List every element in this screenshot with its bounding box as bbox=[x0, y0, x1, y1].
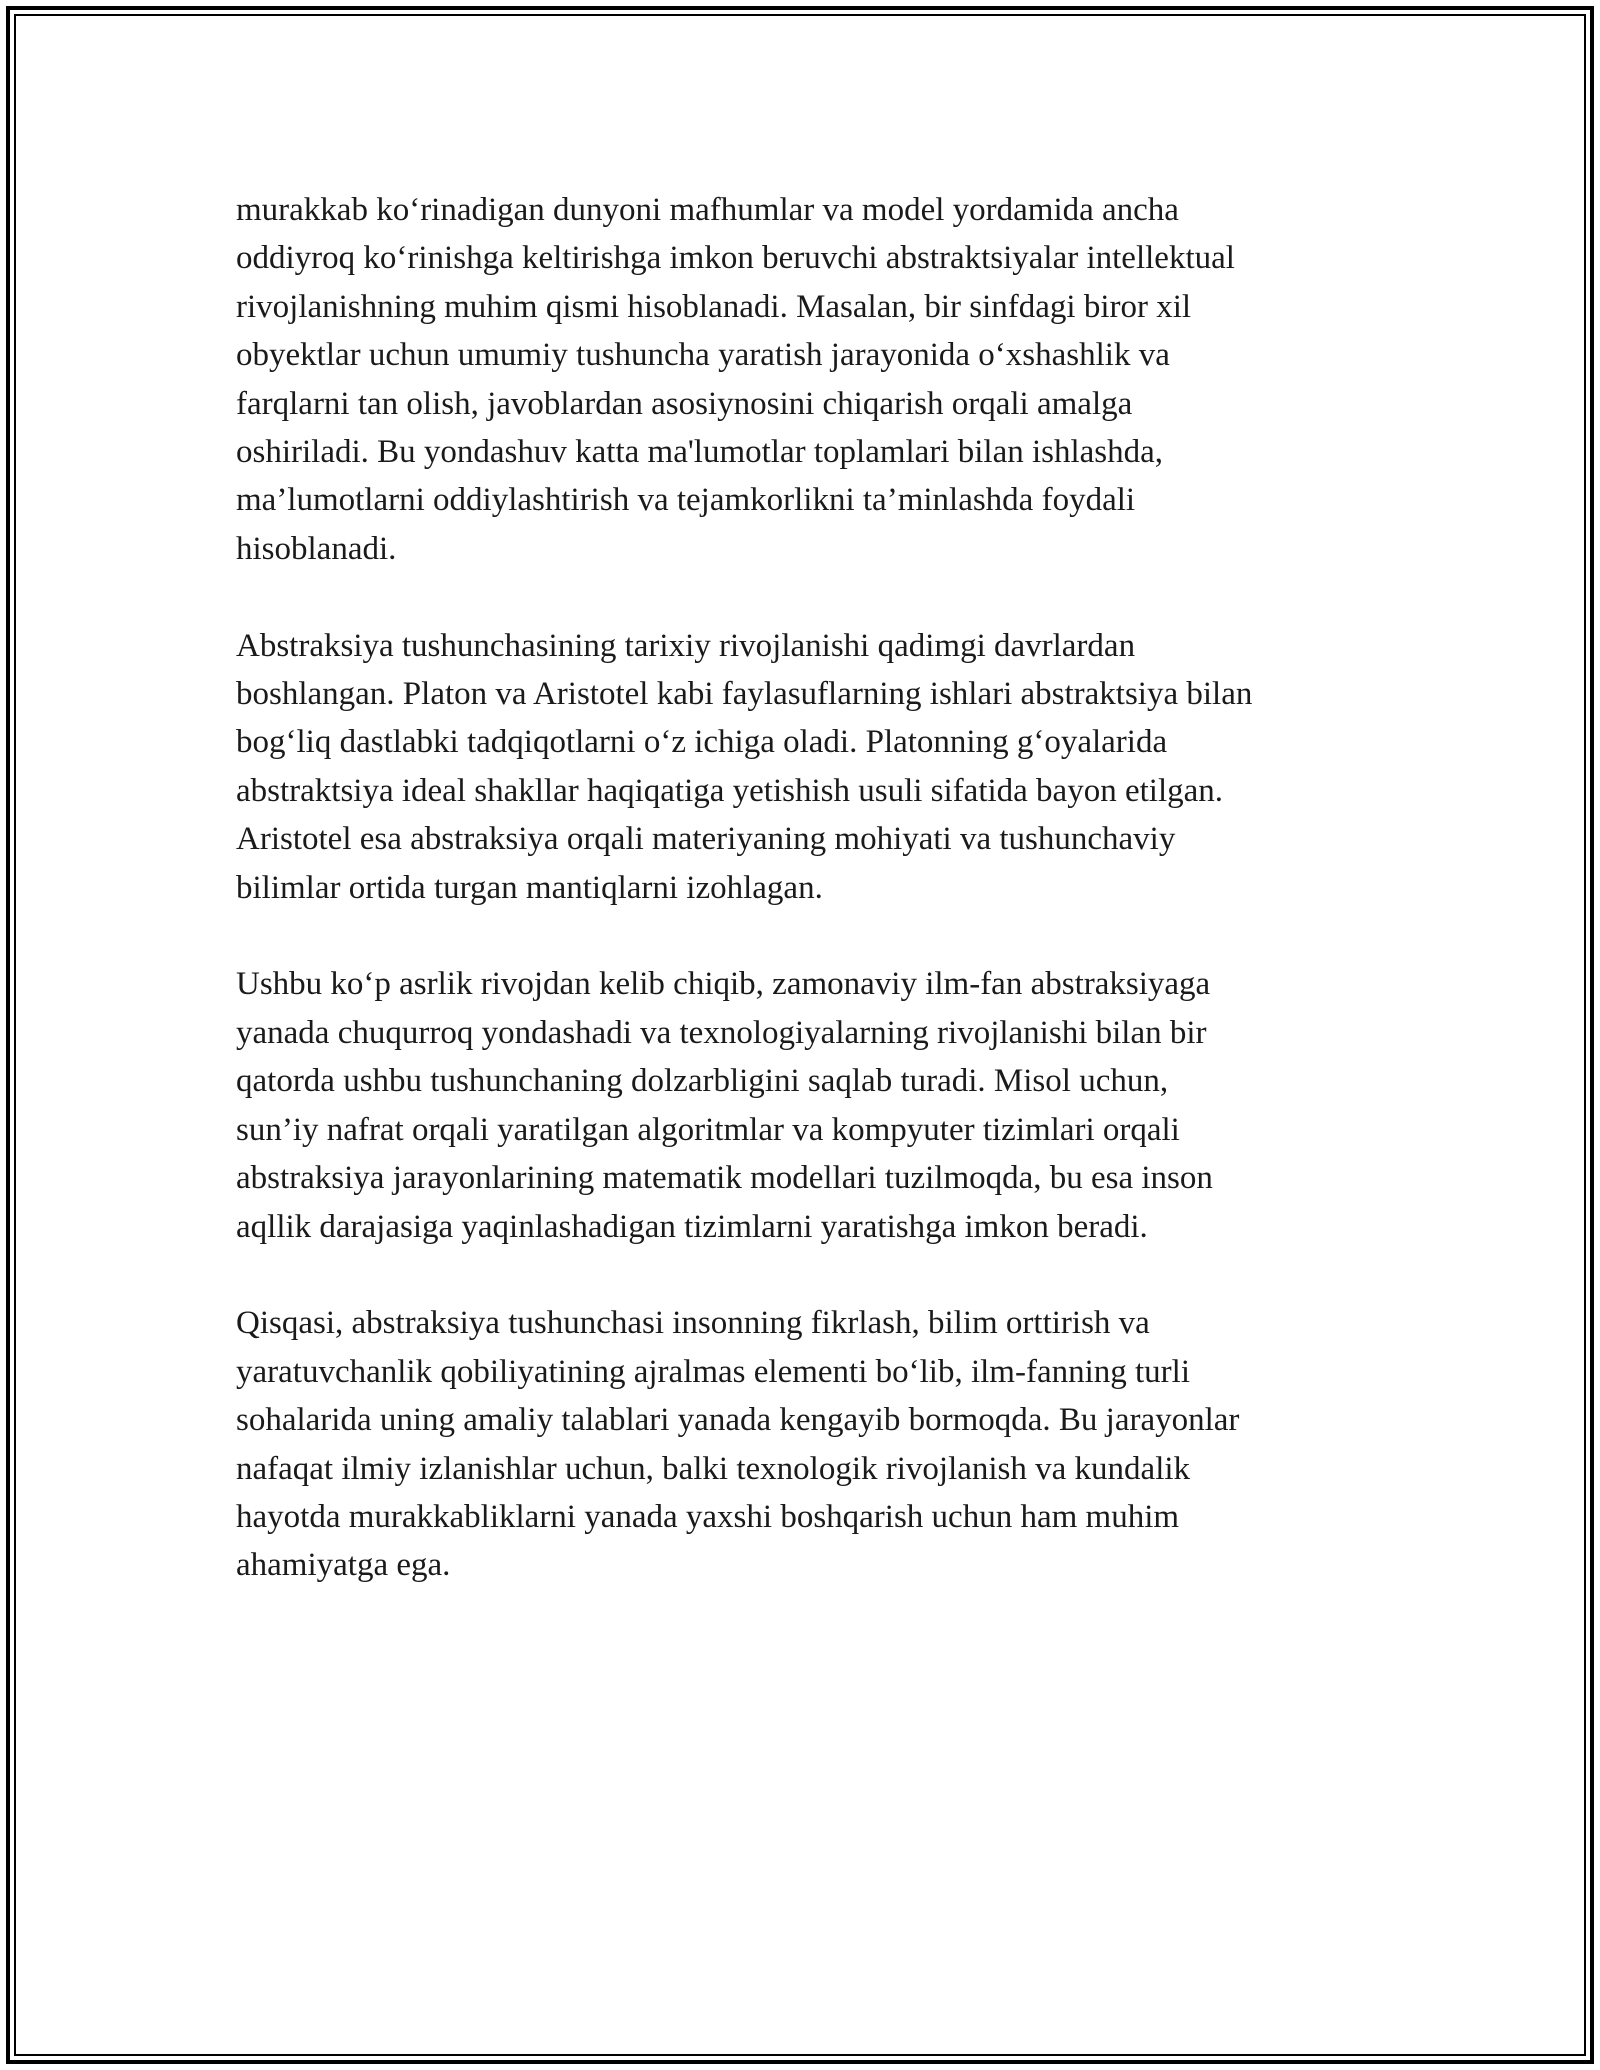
text-line: bilimlar ortida turgan mantiqlarni izohlagan. bbox=[236, 869, 823, 906]
text-line: obyektlar uchun umumiy tushuncha yaratish jarayonida o‘xshashlik va bbox=[236, 337, 1170, 374]
text-line: farqlarni tan olish, javoblardan asosiynosini chiqarish orqali amalga bbox=[236, 385, 1133, 422]
text-line: Aristotel esa abstraksiya orqali materiyaning mohiyati va tushunchaviy bbox=[236, 821, 1176, 858]
text-line: Ushbu ko‘p asrlik rivojdan kelib chiqib, zamonaviy ilm-fan abstraksiyaga bbox=[236, 966, 1211, 1003]
text-line: rivojlanishning muhim qismi hisoblanadi. Masalan, bir sinfdagi biror xil bbox=[236, 288, 1192, 325]
text-line: hisoblanadi. bbox=[236, 530, 397, 567]
text-line: ma’lumotlarni oddiylashtirish va tejamkorlikni ta’minlashda foydali bbox=[236, 482, 1136, 519]
text-line: sohalarida uning amaliy talablari yanada kengayib bormoqda. Bu jarayonlar bbox=[236, 1402, 1240, 1439]
text-line: oddiyroq ko‘rinishga keltirishga imkon beruvchi abstraktsiyalar intellektual bbox=[236, 240, 1235, 277]
text-line: nafaqat ilmiy izlanishlar uchun, balki texnologik rivojlanish va kundalik bbox=[236, 1450, 1191, 1487]
paragraph-2 bbox=[236, 622, 1376, 912]
text-line: boshlangan. Platon va Aristotel kabi faylasuflarning ishlari abstraktsiya bilan bbox=[236, 676, 1253, 713]
text-line: abstraksiya jarayonlarining matematik modellari tuzilmoqda, bu esa inson bbox=[236, 1160, 1213, 1197]
text-line: hayotda murakkabliklarni yanada yaxshi boshqarish uchun ham muhim bbox=[236, 1498, 1180, 1535]
text-line: sun’iy nafrat orqali yaratilgan algoritmlar va kompyuter tizimlari orqali bbox=[236, 1111, 1180, 1148]
text-line: abstraktsiya ideal shakllar haqiqatiga yetishish usuli sifatida bayon etilgan. bbox=[236, 772, 1224, 809]
text-line: yaratuvchanlik qobiliyatining ajralmas elementi bo‘lib, ilm-fanning turli bbox=[236, 1353, 1191, 1390]
text-line: bog‘liq dastlabki tadqiqotlarni o‘z ichiga oladi. Platonning g‘oyalarida bbox=[236, 724, 1168, 761]
paragraph-1 bbox=[236, 186, 1376, 573]
text-line: murakkab ko‘rinadigan dunyoni mafhumlar va model yordamida ancha bbox=[236, 192, 1179, 228]
text-line: aqllik darajasiga yaqinlashadigan tizimlarni yaratishga imkon beradi. bbox=[236, 1208, 1148, 1245]
paragraph-3 bbox=[236, 960, 1376, 1250]
text-line: qatorda ushbu tushunchaning dolzarbligini saqlab turadi. Misol uchun, bbox=[236, 1063, 1169, 1100]
text-line: ahamiyatga ega. bbox=[236, 1547, 451, 1584]
text-line: oshiriladi. Bu yondashuv katta ma'lumotlar toplamlari bilan ishlashda, bbox=[236, 434, 1164, 471]
text-line: yanada chuqurroq yondashadi va texnologiyalarning rivojlanishi bilan bir bbox=[236, 1014, 1207, 1051]
text-line: Abstraksiya tushunchasining tarixiy rivojlanishi qadimgi davrlardan bbox=[236, 627, 1136, 664]
text-line: Qisqasi, abstraksiya tushunchasi insonning fikrlash, bilim orttirish va bbox=[236, 1305, 1150, 1342]
document-body bbox=[236, 186, 1376, 1638]
paragraph-4 bbox=[236, 1299, 1376, 1589]
